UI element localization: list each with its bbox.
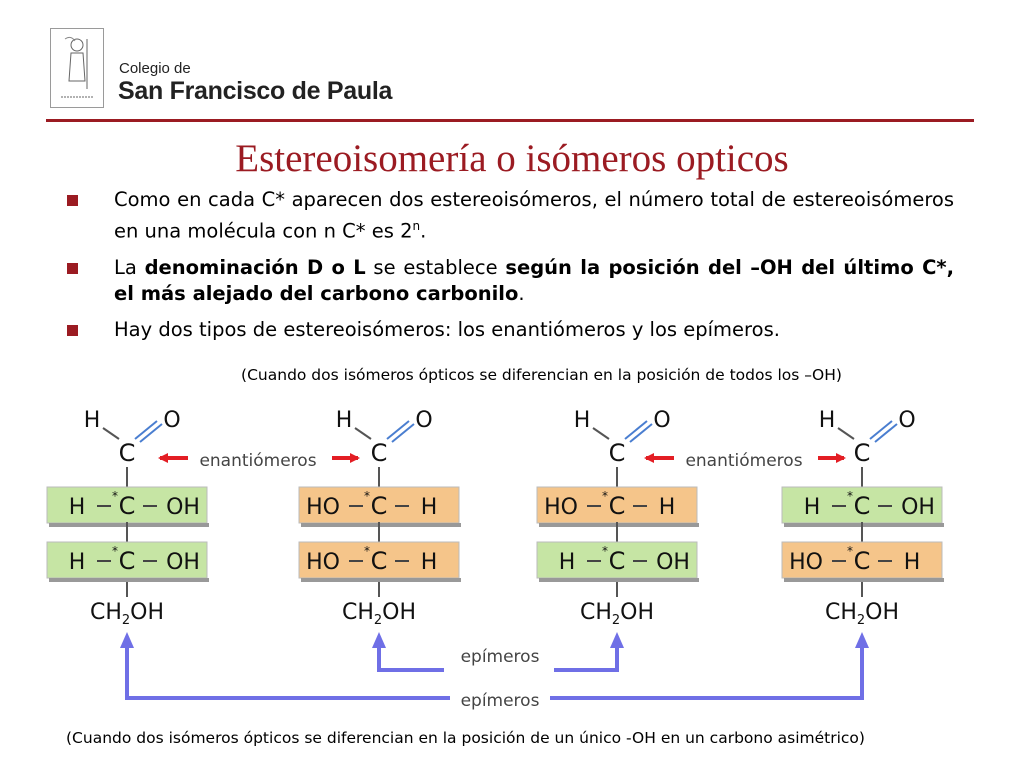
school-logo bbox=[50, 28, 104, 108]
epimers-note: (Cuando dos isómeros ópticos se diferencian en la posición de un único -OH en un carbono asimétrico) bbox=[66, 729, 865, 747]
carbon-label: C bbox=[608, 439, 626, 467]
atom-label: H bbox=[68, 550, 86, 575]
carbon-label: C bbox=[853, 439, 871, 467]
carbon-label: C bbox=[370, 492, 388, 520]
chiral-star: * bbox=[364, 544, 370, 558]
epimers-label: epímeros bbox=[460, 691, 540, 711]
box-shadow bbox=[301, 523, 461, 527]
box-shadow bbox=[784, 523, 944, 527]
bond-line bbox=[103, 428, 119, 439]
carbon-label: C bbox=[118, 439, 136, 467]
box-shadow bbox=[539, 523, 699, 527]
chiral-star: * bbox=[602, 489, 608, 503]
bond-line bbox=[838, 428, 854, 439]
group-label: OH bbox=[901, 495, 935, 520]
bullet-text: Hay dos tipos de estereoisómeros: los enantiómeros y los epímeros. bbox=[114, 317, 780, 341]
atom-label: H bbox=[573, 408, 591, 433]
atom-label: O bbox=[653, 408, 671, 433]
atom-label: O bbox=[898, 408, 916, 433]
molecule bbox=[537, 408, 699, 628]
atom-label: O bbox=[415, 408, 433, 433]
carbon-label: C bbox=[118, 547, 136, 575]
molecule bbox=[47, 408, 209, 628]
molecule bbox=[299, 408, 461, 628]
atom-label: H bbox=[68, 495, 86, 520]
molecule bbox=[782, 408, 944, 628]
atom-label: O bbox=[163, 408, 181, 433]
group-label: OH bbox=[166, 550, 200, 575]
group-label: OH bbox=[166, 495, 200, 520]
chiral-star: * bbox=[364, 489, 370, 503]
atom-label: H bbox=[335, 408, 353, 433]
chiral-star: * bbox=[847, 544, 853, 558]
group-label: HO bbox=[306, 550, 340, 575]
atom-label: H bbox=[558, 550, 576, 575]
atom-label: H bbox=[903, 550, 921, 575]
bond-line bbox=[355, 428, 371, 439]
bullet-bold-text: según la posición del –OH del último C*, el más alejado del carbono carbonilo bbox=[114, 255, 954, 305]
atom-label: H bbox=[420, 550, 438, 575]
bullet-square-icon bbox=[67, 263, 78, 274]
bullet-item bbox=[66, 187, 954, 245]
group-label-ch2oh: $CH_2OH$ bbox=[579, 600, 655, 628]
carbon-label: C bbox=[370, 439, 388, 467]
chiral-star: * bbox=[112, 489, 118, 503]
carbon-label: C bbox=[853, 547, 871, 575]
box-shadow bbox=[49, 578, 209, 582]
epimers-label: epímeros bbox=[460, 647, 540, 667]
group-label: OH bbox=[656, 550, 690, 575]
saint-figure-icon bbox=[51, 29, 103, 107]
carbon-label: C bbox=[608, 492, 626, 520]
group-label-ch2oh: $CH_2OH$ bbox=[824, 600, 900, 628]
bullet-bold-text: denominación D o L bbox=[144, 255, 366, 279]
carbon-label: C bbox=[853, 492, 871, 520]
box-shadow bbox=[301, 578, 461, 582]
chiral-star: * bbox=[112, 544, 118, 558]
bullet-item bbox=[66, 255, 954, 307]
atom-label: H bbox=[803, 495, 821, 520]
epimer-arrow bbox=[600, 640, 617, 670]
bullet-square-icon bbox=[67, 325, 78, 336]
carbon-label: C bbox=[608, 547, 626, 575]
atom-label: H bbox=[658, 495, 676, 520]
bullet-text: Como en cada C* aparecen dos estereoisómeros, el número total de estereoisómeros en una molécula con n C* es 2 bbox=[114, 188, 954, 243]
logo-text-small: Colegio de bbox=[119, 60, 191, 77]
group-label: HO bbox=[789, 550, 823, 575]
group-label-ch2oh: $CH_2OH$ bbox=[89, 600, 165, 628]
slide-title: Estereoisomería o isómeros opticos bbox=[235, 137, 789, 180]
box-shadow bbox=[539, 578, 699, 582]
bullet-list bbox=[66, 187, 954, 353]
bullet-item bbox=[66, 317, 954, 343]
stereoisomers-diagram bbox=[0, 395, 1024, 725]
enantiomers-note: (Cuando dos isómeros ópticos se diferencian en la posición de todos los –OH) bbox=[241, 366, 842, 384]
header-divider bbox=[46, 119, 974, 122]
carbon-label: C bbox=[118, 492, 136, 520]
box-shadow bbox=[784, 578, 944, 582]
atom-label: H bbox=[818, 408, 836, 433]
atom-label: H bbox=[83, 408, 101, 433]
group-label: HO bbox=[306, 495, 340, 520]
carbon-label: C bbox=[370, 547, 388, 575]
bullet-text-end: . bbox=[518, 281, 525, 305]
bond-line bbox=[593, 428, 609, 439]
group-label-ch2oh: $CH_2OH$ bbox=[341, 600, 417, 628]
logo-text-school-name: San Francisco de Paula bbox=[118, 77, 393, 105]
chiral-star: * bbox=[847, 489, 853, 503]
box-shadow bbox=[49, 523, 209, 527]
bullet-text: se establece bbox=[365, 255, 506, 279]
bullet-text: La bbox=[114, 255, 145, 279]
enantiomers-label: enantiómeros bbox=[199, 451, 317, 471]
enantiomers-label: enantiómeros bbox=[685, 451, 803, 471]
chiral-star: * bbox=[602, 544, 608, 558]
atom-label: H bbox=[420, 495, 438, 520]
bullet-square-icon bbox=[67, 195, 78, 206]
group-label: HO bbox=[544, 495, 578, 520]
bullet-text-end: . bbox=[420, 219, 427, 243]
exponent: n bbox=[412, 219, 421, 233]
